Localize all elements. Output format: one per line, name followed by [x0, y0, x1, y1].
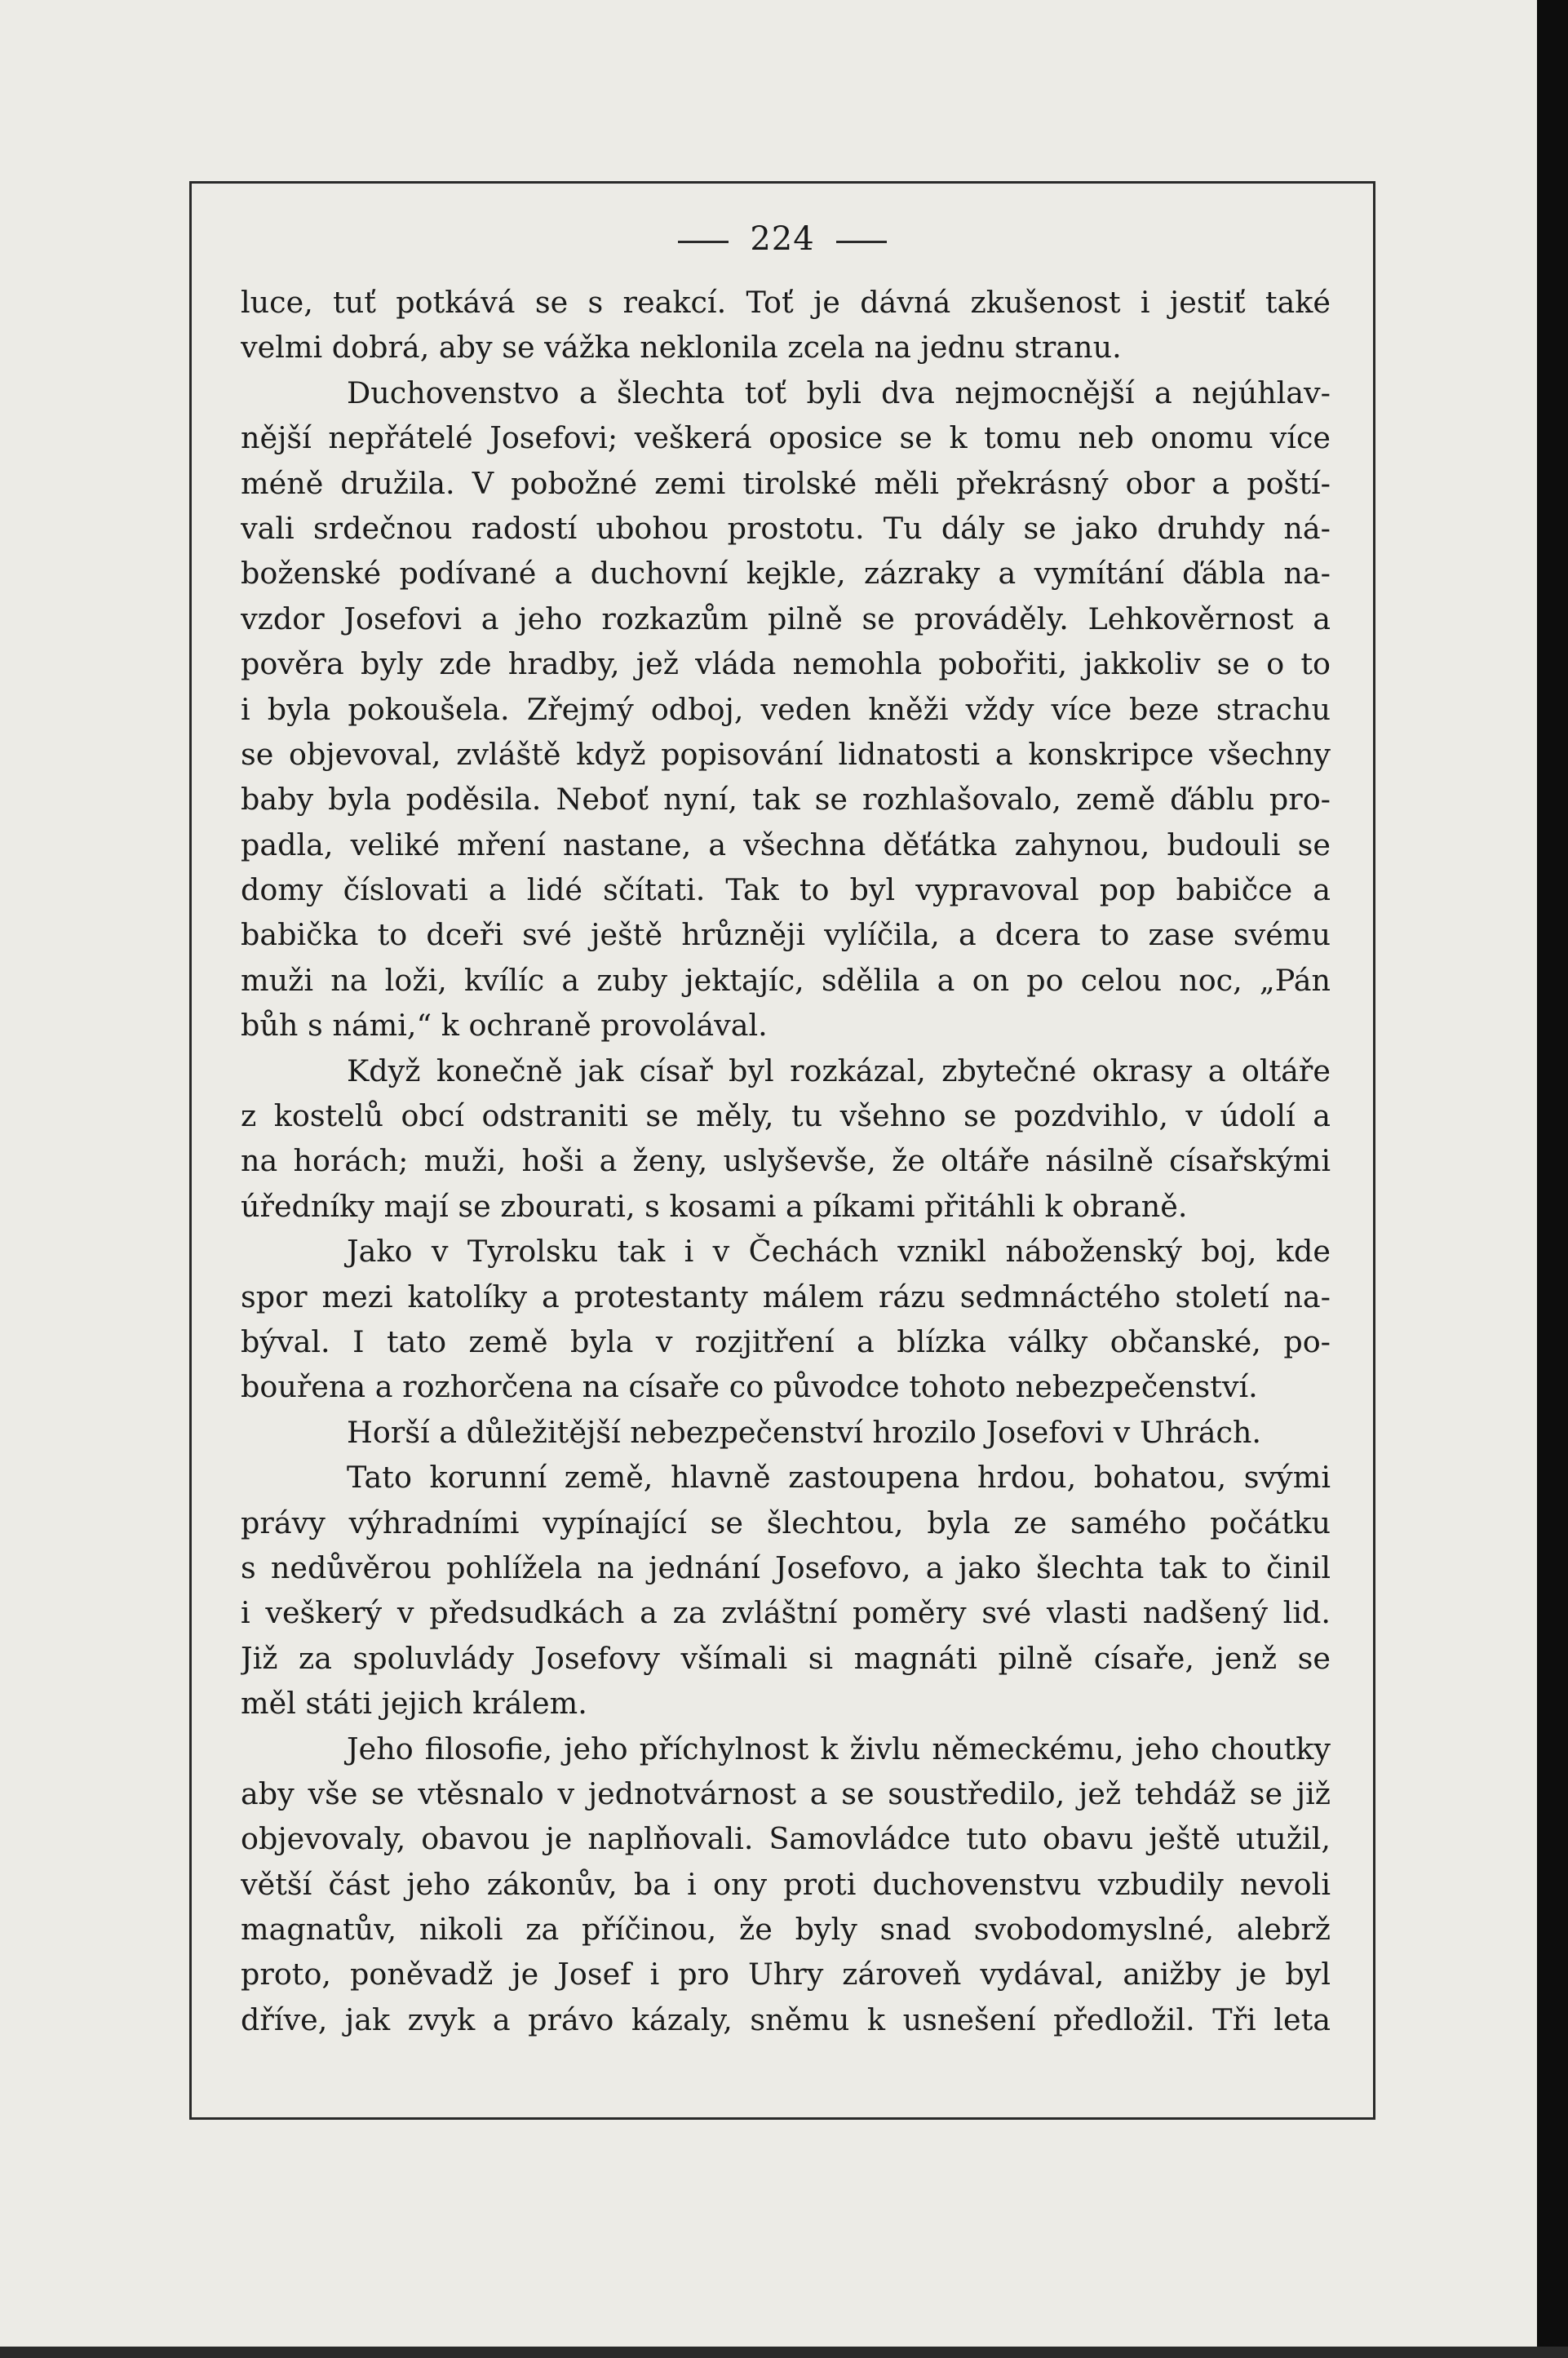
text-line: domy číslovati a lidé sčítati. Tak to byl vypravoval pop babičce a: [241, 872, 1331, 908]
text-line: na horách; muži, hoši a ženy, uslyševše, že oltáře násilně císařskými: [241, 1143, 1331, 1179]
text-line: býval. I tato země byla v rozjitření a blízka války občanské, po-: [241, 1323, 1331, 1359]
text-line: padla, veliké mření nastane, a všechna děťátka zahynou, budouli se: [241, 827, 1331, 862]
text-line: luce, tuť potkává se s reakcí. Toť je dávná zkušenost i jestiť také: [241, 285, 1331, 320]
text-line: bouřena a rozhorčena na císaře co původce tohoto nebezpečenství.: [241, 1369, 1258, 1405]
text-line: magnatův, nikoli za příčinou, že byly snad svobodomyslné, alebrž: [241, 1912, 1331, 1948]
text-line: spor mezi katolíky a protestanty málem rázu sedmnáctého století na-: [241, 1279, 1331, 1314]
text-line: velmi dobrá, aby se vážka neklonila zcela na jednu stranu.: [241, 330, 1122, 366]
text-line: proto, poněvadž je Josef i pro Uhry zároveň vydával, anižby je byl: [241, 1957, 1331, 1992]
page-number: 224: [750, 220, 815, 258]
page-frame: [189, 181, 1375, 2120]
text-line: měl státi jejich králem.: [241, 1686, 587, 1722]
text-line: právy výhradními vypínající se šlechtou, byla ze samého počátku: [241, 1505, 1331, 1540]
text-line: úředníky mají se zbourati, s kosami a píkami přitáhli k obraně.: [241, 1188, 1188, 1224]
text-line: muži na loži, kvílíc a zuby jektajíc, sdělila a on po celou noc, „Pán: [241, 962, 1331, 998]
text-line: Tato korunní země, hlavně zastoupena hrdou, bohatou, svými: [347, 1460, 1331, 1496]
body-text: [241, 280, 1331, 2042]
text-line: nější nepřátelé Josefovi; veškerá oposice se k tomu neb onomu více: [241, 420, 1331, 456]
text-line: se objevoval, zvláště když popisování lidnatosti a konskripce všechny: [241, 736, 1331, 772]
page-header: [192, 216, 1373, 262]
text-line: bůh s námi,“ k ochraně provolával.: [241, 1008, 768, 1044]
text-line: Jeho filosofie, jeho příchylnost k živlu německému, jeho choutky: [347, 1731, 1331, 1766]
text-line: Duchovenstvo a šlechta toť byli dva nejmocnější a nejúhlav-: [347, 375, 1331, 410]
header-dash-left: [678, 241, 729, 243]
text-line: méně družila. V pobožné zemi tirolské měli překrásný obor a poští-: [241, 465, 1331, 501]
text-line: aby vše se vtěsnalo v jednotvárnost a se soustředilo, jež tehdáž se již: [241, 1775, 1331, 1811]
text-line: z kostelů obcí odstraniti se měly, tu všehno se pozdvihlo, v údolí a: [241, 1098, 1331, 1134]
text-line: baby byla poděsila. Neboť nyní, tak se rozhlašovalo, země ďáblu pro-: [241, 782, 1331, 818]
text-line: vali srdečnou radostí ubohou prostotu. Tu dály se jako druhdy ná-: [241, 510, 1331, 546]
text-line: Již za spoluvlády Josefovy všímali si magnáti pilně císaře, jenž se: [241, 1640, 1331, 1676]
header-dash-right: [836, 241, 887, 243]
text-line: Jako v Tyrolsku tak i v Čechách vznikl náboženský boj, kde: [347, 1234, 1331, 1270]
text-line: Horší a důležitější nebezpečenství hrozilo Josefovi v Uhrách.: [347, 1414, 1262, 1450]
text-line: s nedůvěrou pohlížela na jednání Josefovo, a jako šlechta tak to činil: [241, 1549, 1331, 1585]
text-line: i veškerý v předsudkách a za zvláštní poměry své vlasti nadšený lid.: [241, 1595, 1331, 1631]
scan-edge-right: [1537, 0, 1568, 2358]
text-line: boženské podívané a duchovní kejkle, zázraky a vymítání ďábla na-: [241, 556, 1331, 592]
scan-edge-bottom: [0, 2347, 1568, 2358]
text-line: objevovaly, obavou je naplňovali. Samovládce tuto obavu ještě utužil,: [241, 1821, 1331, 1857]
text-line: i byla pokoušela. Zřejmý odboj, veden kněži vždy více beze strachu: [241, 691, 1331, 727]
text-line: Když konečně jak císař byl rozkázal, zbytečné okrasy a oltáře: [347, 1053, 1331, 1088]
text-line: pověra byly zde hradby, jež vláda nemohla pobořiti, jakkoliv se o to: [241, 646, 1331, 682]
text-line: dříve, jak zvyk a právo kázaly, sněmu k usnešení předložil. Tři leta: [241, 2001, 1331, 2037]
text-line: babička to dceři své ještě hrůzněji vylíčila, a dcera to zase svému: [241, 917, 1331, 953]
text-line: vzdor Josefovi a jeho rozkazům pilně se prováděly. Lehkověrnost a: [241, 601, 1331, 636]
text-line: větší část jeho zákonův, ba i ony proti duchovenstvu vzbudily nevoli: [241, 1866, 1331, 1902]
